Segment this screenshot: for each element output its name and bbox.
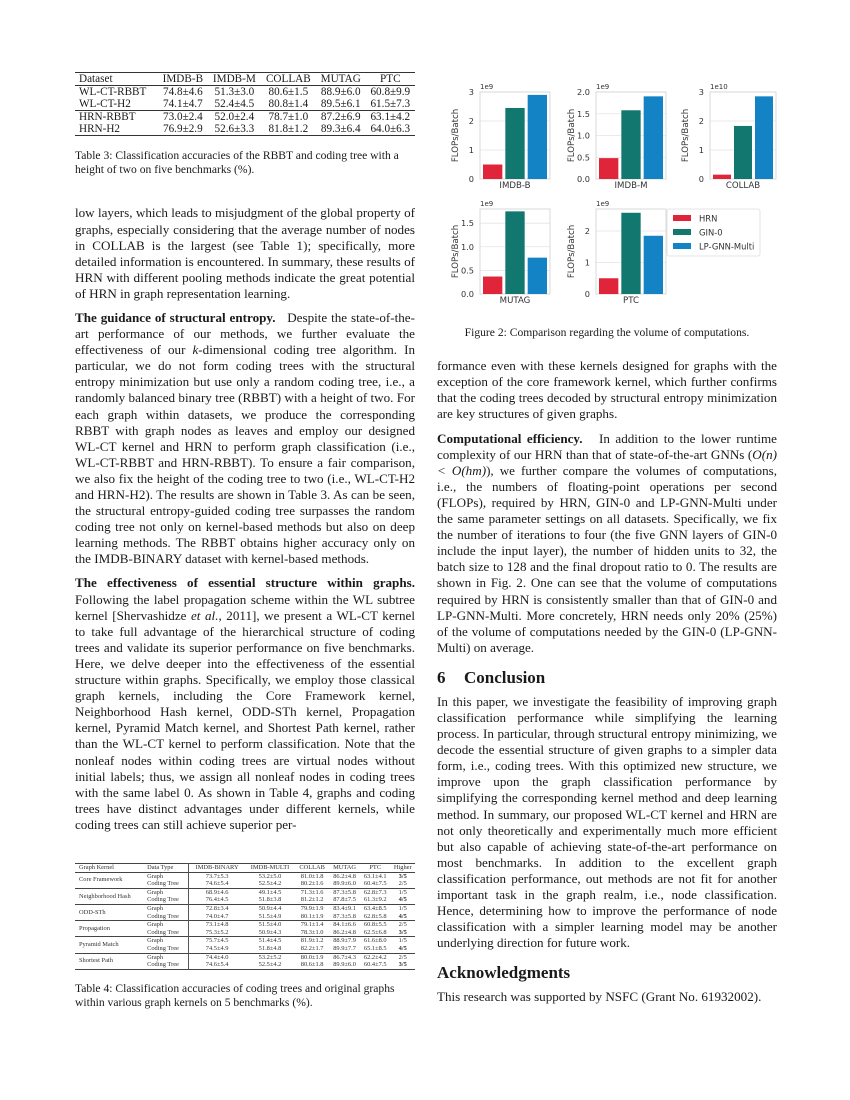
y-tick-label: 1.5: [576, 108, 590, 119]
table-3-cell: 61.5±7.3: [370, 98, 411, 110]
table-4-cell: 68.9±4.6: [205, 888, 229, 896]
y-tick-label: 2: [584, 226, 590, 237]
y-tick-label: 1: [698, 145, 704, 155]
paragraph-heading: The effectiveness of essential structure within graphs.: [75, 575, 415, 591]
paragraph-text: -dimensional coding tree algorithm. In particular, we do not form coding trees with the structural entropy minimization but use only a random coding tree, i.e., a randomly balanced binary tree (RBBT) with a height of two. For each graph within datasets, we produce the corresponding RBBT with graph nodes as leaves and employ our designed WL-CT kernel and HRN to perform graph classification (i.e., WL-CT-RBBT and HRN-RBBT). To ensure a fair comparison, we also fix the height of the coding tree to two (i.e., WL-CT-H2 and HRN-H2). The results are shown in Table 3. As can be seen, the structural entropy-guided coding tree surpasses the random coding tree not only on kernel-based methods but also on deep learning methods. The RBBT obtains higher accuracy only on the IMDB-BINARY dataset with kernel-based methods.: [75, 342, 415, 567]
table-4-cell: 51.8±4.8: [258, 944, 282, 952]
table-4-cell: 81.2±1.2: [300, 896, 324, 904]
table-4-row: [75, 904, 415, 912]
y-tick-label: 1: [584, 257, 590, 268]
table-3-cell: 52.0±2.4: [214, 111, 255, 123]
table-3-cell: 74.8±4.6: [162, 86, 203, 98]
table-3-cell: 80.8±1.4: [268, 98, 309, 110]
table-4-higher-count: 4/5: [398, 912, 407, 920]
right-column: [437, 72, 777, 1005]
table-4-cell: 62.5±6.8: [363, 928, 387, 936]
table-4-cell: 87.8±7.5: [333, 896, 356, 904]
math-k: k: [192, 342, 199, 358]
table-3-cell: 52.4±4.5: [214, 98, 255, 110]
paragraph-kernel-performance: formance even with these kernels designed for graphs with the exception of the core framework kernel, which further confirms that the coding trees decoded by structural entropy minimization are key structures of given graphs.: [437, 358, 777, 422]
table-4-cell: 50.9±4.3: [258, 928, 282, 936]
table-4-row: [75, 921, 415, 929]
legend-label: GIN-0: [699, 227, 723, 238]
table-4-cell: 81.0±1.8: [300, 872, 324, 880]
bar-hrn: [483, 165, 502, 180]
legend-swatch-gin-0: [673, 229, 691, 235]
paragraph-text: Despite the state-of-the-art performance of our methods, we further evaluate the effectiveness of our: [75, 309, 415, 358]
table-4-data-type: Coding Tree: [145, 929, 189, 937]
citation-etal: et al.: [191, 607, 219, 623]
table-3-header: [75, 73, 415, 86]
table-4-data-type: Graph: [145, 888, 189, 896]
bar-lp-gnn-multi: [644, 96, 663, 179]
legend-swatch-hrn: [673, 215, 691, 221]
section-number: 6: [437, 667, 446, 687]
table-4-col-header: IMDB-MULTI: [250, 863, 290, 871]
y-tick-label: 0.5: [576, 152, 590, 163]
y-tick-label: 1.0: [576, 130, 590, 141]
table-4-cell: 75.3±5.2: [205, 928, 229, 936]
axis-exponent-label: 1e9: [596, 200, 610, 208]
bar-gin-0: [505, 108, 524, 179]
table-4-data-type: Coding Tree: [145, 913, 189, 921]
table-4-kernel-name: Core Framework: [79, 876, 123, 884]
table-4-cell: 80.6±1.8: [300, 961, 324, 969]
table-3-col-header: COLLAB: [265, 73, 311, 85]
table-3-cell: 87.2±6.9: [320, 111, 361, 123]
y-tick-label: 0.5: [460, 265, 474, 276]
chart-panel-collab: [681, 83, 776, 191]
table-4-cell: 81.9±1.2: [300, 937, 324, 945]
table-4: [75, 863, 415, 970]
table-4-caption: Table 4: Classification accuracies of coding trees and original graphs within various graph kernels on 5 benchmarks (%).: [75, 981, 395, 1009]
x-category-label: IMDB-M: [614, 181, 648, 191]
table-4-cell: 78.3±1.0: [300, 928, 324, 936]
table-4-higher-count: 3/5: [398, 928, 407, 936]
table-4-header: [75, 863, 415, 872]
table-4-cell: 52.5±4.2: [258, 880, 282, 888]
axis-exponent-label: 1e10: [710, 83, 728, 91]
math-complexity: O(n) < O(hm): [437, 446, 777, 478]
table-3-cell: 51.3±3.0: [214, 86, 255, 98]
legend-label: LP-GNN-Multi: [699, 241, 755, 252]
table-4-cell: 89.9±7.7: [333, 944, 356, 952]
table-4-cell: 73.1±4.8: [205, 921, 229, 929]
y-tick-label: 1.5: [460, 218, 474, 229]
table-4-col-header: IMDB-BINARY: [195, 863, 239, 871]
legend-swatch-lp-gnn-multi: [673, 243, 691, 249]
y-tick-label: 0: [468, 174, 474, 184]
x-category-label: COLLAB: [725, 181, 761, 191]
paragraph-text: ), we further compare the volumes of computations, i.e., the numbers of floating-point operations per second (FLOPs), required by HRN, GIN-0 and LP-GNN-Multi under the same parameter settings on all datasets. Specifically, we fix the number of iterations to four (the five GNN layers of GIN-0 include the input layer), the number of hidden units to 32, the batch size to 128 and the final dropout ratio to 0. The results are shown in Fig. 2. One can see that the volume of computations required by HRN is consistently smaller than that of GIN-0 and LP-GNN-Multi. More concretely, HRN needs only 20% (25%) of the volume of computations needed by the GIN-0 (LP-GNN-Multi) on average.: [437, 462, 777, 655]
table-4-cell: 63.4±8.5: [363, 904, 387, 912]
table-4-higher-count: 4/5: [398, 944, 407, 952]
table-4-higher-count: 3/5: [398, 961, 407, 969]
legend-label: HRN: [699, 213, 718, 224]
table-3-row: [75, 86, 415, 99]
table-4-cell: 62.8±7.3: [363, 888, 387, 896]
table-4-cell: 89.9±6.0: [333, 961, 356, 969]
table-4-higher-count: 1/5: [398, 904, 407, 912]
y-tick-label: 2: [468, 116, 474, 126]
x-category-label: IMDB-B: [499, 181, 531, 191]
paragraph-text: Following the label propagation scheme within the WL subtree kernel [Shervashidze: [75, 591, 415, 623]
table-3-col-header: MUTAG: [320, 73, 361, 85]
paragraph-text: , 2011], we present a WL-CT kernel to take full advantage of the hierarchical structure of coding trees and validate its superior performance on five benchmarks. Here, we delve deeper into the effectiveness of the essential structure within graphs. Specifically, we employ those classical graph kernels, including the Core Framework kernel, Neighborhood Hash kernel, ODD-STh kernel, Propagation kernel, Pyramid Match kernel, and Shortest Path kernel, rather than the WL-CT kernel to perform classification. Note that the nonleaf nodes within coding trees are virtual nodes without initial labels; thus, we assign all nonleaf nodes in coding trees with the same label 0. As shown in Table 4, graphs and coding trees have distinct advantages under different kernels, while coding trees can still achieve superior per-: [75, 607, 415, 832]
table-4-cell: 80.2±1.6: [300, 880, 324, 888]
chart-legend: [667, 209, 760, 256]
bar-lp-gnn-multi: [528, 258, 547, 294]
table-3-row: [75, 111, 415, 124]
table-3-cell: 89.3±6.4: [320, 123, 361, 135]
table-4-cell: 51.4±4.5: [258, 937, 282, 945]
x-category-label: MUTAG: [499, 296, 531, 306]
table-4-higher-count: 2/5: [398, 921, 407, 929]
table-4-cell: 79.9±1.9: [300, 904, 324, 912]
table-4-higher-count: 2/5: [398, 880, 407, 888]
table-4-cell: 50.9±4.4: [258, 904, 282, 912]
left-column: [75, 72, 415, 1010]
table-4-higher-count: 3/5: [398, 872, 407, 880]
chart-panel-imdb-m: [567, 83, 666, 191]
table-4-cell: 83.4±9.1: [333, 904, 356, 912]
bar-gin-0: [734, 126, 752, 179]
y-tick-label: 1.0: [460, 241, 474, 252]
table-4-cell: 74.4±4.0: [205, 953, 229, 961]
table-4-cell: 60.4±7.5: [363, 880, 387, 888]
y-tick-label: 2.0: [576, 87, 590, 97]
table-3-col-header: IMDB-M: [212, 73, 256, 85]
paragraph-structural-entropy: [75, 310, 415, 568]
table-4-kernel-name: ODD-STh: [79, 908, 106, 916]
paragraph-essential-structure: [75, 575, 415, 833]
table-4-cell: 74.0±4.7: [205, 912, 229, 920]
table-4-kernel-name: Propagation: [79, 924, 110, 932]
paragraph-text: In addition to the lower runtime complexity of our HRN than that of state-of-the-art GNNs (: [437, 430, 777, 462]
table-4-cell: 52.5±4.2: [258, 961, 282, 969]
y-tick-label: 0.0: [460, 289, 474, 299]
table-4-data-type: Graph: [145, 953, 189, 961]
table-4-col-header: Data Type: [145, 863, 189, 872]
table-4-cell: 79.1±1.4: [300, 921, 324, 929]
table-4-row: [75, 872, 415, 880]
table-4-cell: 74.5±4.9: [205, 944, 229, 952]
table-4-cell: 60.4±7.5: [363, 961, 387, 969]
table-4-data-type: Coding Tree: [145, 880, 189, 888]
section-heading-conclusion: [437, 668, 777, 688]
table-4-kernel-name: Neighborhood Hash: [79, 892, 131, 900]
table-3: [75, 72, 415, 136]
table-4-cell: 75.7±4.5: [205, 937, 229, 945]
table-4-kernel-name: Shortest Path: [79, 957, 113, 965]
table-3-row-label: WL-CT-H2: [79, 98, 131, 110]
table-3-cell: 88.9±6.0: [320, 86, 361, 98]
table-4-row: [75, 888, 415, 896]
table-4-cell: 63.1±4.1: [363, 872, 387, 880]
table-4-cell: 61.3±9.2: [363, 896, 387, 904]
bar-lp-gnn-multi: [644, 236, 663, 294]
paragraph-heading: The guidance of structural entropy.: [75, 309, 276, 325]
table-4-row: [75, 937, 415, 945]
table-3-caption: Table 3: Classification accuracies of the RBBT and coding tree with a height of two on five benchmarks (%).: [75, 149, 399, 177]
bar-gin-0: [505, 211, 524, 294]
y-tick-label: 3: [698, 87, 704, 97]
table-3-col-header: Dataset: [79, 73, 113, 85]
table-4-col-header: MUTAG: [333, 863, 357, 871]
table-4-cell: 86.2±4.8: [333, 928, 356, 936]
chart-panel-ptc: [567, 200, 666, 306]
table-3-row: [75, 98, 415, 111]
y-tick-label: 0: [584, 289, 590, 299]
table-4-cell: 51.5±4.0: [258, 921, 282, 929]
bar-hrn: [713, 175, 731, 179]
y-tick-label: 0: [698, 174, 704, 184]
table-4-cell: 61.6±8.0: [363, 937, 387, 945]
table-3-row-label: HRN-RBBT: [79, 111, 136, 123]
table-4-cell: 80.1±1.9: [300, 912, 324, 920]
figure-2: [437, 72, 782, 312]
table-4-cell: 51.8±3.8: [258, 896, 282, 904]
table-4-data-type: Graph: [145, 937, 189, 945]
table-3-cell: 74.1±4.7: [162, 98, 203, 110]
section-heading-acknowledgments: Acknowledgments: [437, 963, 571, 983]
table-4-data-type: Coding Tree: [145, 896, 189, 904]
paragraph-heading: Computational efficiency.: [437, 430, 583, 446]
table-3-cell: 63.1±4.2: [370, 111, 411, 123]
table-3-cell: 81.8±1.2: [268, 123, 309, 135]
table-4-cell: 62.8±5.8: [363, 912, 387, 920]
section-title: Conclusion: [464, 667, 546, 687]
table-4-data-type: Graph: [145, 872, 189, 880]
bar-hrn: [599, 158, 618, 179]
table-4-higher-count: 4/5: [398, 896, 407, 904]
table-4-cell: 89.9±6.0: [333, 880, 356, 888]
bar-lp-gnn-multi: [755, 96, 773, 179]
table-4-higher-count: 1/5: [398, 937, 407, 945]
bar-hrn: [599, 278, 618, 294]
table-4-cell: 80.0±1.9: [300, 953, 324, 961]
table-4-col-header: PTC: [369, 863, 382, 871]
paragraph-conclusion: In this paper, we investigate the feasibility of improving graph classification performance while simplifying the learning process. In particular, through structural entropy minimizing, we decode the essential structure of given graphs to a simpler data form, i.e., coding trees. With this optimized new structure, we improve upon the graph classification performance by simplifying the corresponding kernel method and deep learning method. In summary, our proposed WL-CT kernel and HRN are not only theoretically and experimentally much more efficient but also capable of achieving state-of-the-art performance on most benchmarks. In addition to the excellent graph classification performance, out methods are not fit for another important task in the graph realm, i.e., node classification. Hence, determining how to improve the performance of node classification with a simpler learning model may be another underlying direction for future work.: [437, 693, 777, 951]
table-4-cell: 74.6±5.4: [205, 880, 229, 888]
table-4-cell: 53.2±5.0: [258, 872, 282, 880]
table-3-cell: 76.9±2.9: [162, 123, 203, 135]
bar-lp-gnn-multi: [528, 95, 547, 179]
y-tick-label: 3: [468, 87, 474, 97]
table-4-cell: 49.1±4.5: [258, 888, 282, 896]
table-4-cell: 51.5±4.9: [258, 912, 282, 920]
table-4-data-type: Graph: [145, 921, 189, 929]
table-3-col-header: PTC: [380, 73, 401, 85]
table-3-row-label: WL-CT-RBBT: [79, 86, 147, 98]
table-4-cell: 87.3±5.8: [333, 912, 356, 920]
table-3-cell: 52.6±3.3: [214, 123, 255, 135]
y-axis-label: FLOPs/Batch: [681, 108, 691, 163]
bar-gin-0: [621, 213, 640, 294]
table-4-col-header: Graph Kernel: [79, 863, 114, 871]
y-tick-label: 2: [698, 116, 704, 126]
table-4-data-type: Coding Tree: [145, 961, 189, 969]
table-3-cell: 60.8±9.9: [370, 86, 411, 98]
chart-panel-mutag: [451, 200, 550, 306]
table-3-cell: 80.6±1.5: [268, 86, 309, 98]
table-3-cell: 78.7±1.0: [268, 111, 309, 123]
y-axis-label: FLOPs/Batch: [451, 224, 461, 279]
table-4-data-type: Coding Tree: [145, 945, 189, 953]
table-4-row: [75, 953, 415, 961]
table-4-cell: 74.6±5.4: [205, 961, 229, 969]
y-tick-label: 1: [468, 145, 474, 155]
table-4-higher-count: 1/5: [398, 888, 407, 896]
table-4-cell: 86.2±4.8: [333, 872, 356, 880]
x-category-label: PTC: [623, 296, 639, 306]
table-4-cell: 86.7±4.3: [333, 953, 356, 961]
figure-2-chart: [437, 72, 782, 312]
table-4-cell: 65.1±8.5: [363, 944, 387, 952]
table-4-cell: 82.2±1.7: [300, 944, 324, 952]
table-4-cell: 88.9±7.9: [333, 937, 356, 945]
y-axis-label: FLOPs/Batch: [451, 108, 461, 163]
table-4-col-header: Higher: [393, 863, 412, 871]
table-3-col-header: IMDB-B: [162, 73, 204, 85]
table-3-row: [75, 123, 415, 136]
y-axis-label: FLOPs/Batch: [567, 108, 577, 163]
paragraph-pooling-summary: low layers, which leads to misjudgment of the global property of graphs, especially considering that the average number of nodes in COLLAB is the largest (see Table 1); specifically, more detailed information is encountered. In summary, these results of HRN with different pooling methods indicate the great potential of HRN in graph representation learning.: [75, 205, 415, 301]
axis-exponent-label: 1e9: [480, 200, 494, 208]
table-4-cell: 62.2±4.2: [363, 953, 387, 961]
bar-gin-0: [621, 110, 640, 179]
chart-panel-imdb-b: [451, 83, 550, 191]
table-4-cell: 73.7±5.3: [205, 872, 229, 880]
table-3-row-label: HRN-H2: [79, 123, 121, 135]
table-4-cell: 72.8±3.4: [205, 904, 229, 912]
bar-hrn: [483, 277, 502, 294]
paragraph-computational-efficiency: [437, 431, 777, 656]
axis-exponent-label: 1e9: [480, 83, 494, 91]
table-4-col-header: COLLAB: [299, 863, 325, 871]
table-4-cell: 53.2±5.2: [258, 953, 282, 961]
table-4-kernel-name: Pyramid Match: [79, 941, 119, 949]
table-3-cell: 89.5±6.1: [320, 98, 361, 110]
axis-exponent-label: 1e9: [596, 83, 610, 91]
y-tick-label: 0.0: [576, 174, 590, 184]
table-4-cell: 84.1±6.6: [333, 921, 356, 929]
table-4-cell: 76.4±4.5: [205, 896, 229, 904]
table-3-cell: 64.0±6.3: [370, 123, 411, 135]
table-4-cell: 71.3±1.6: [300, 888, 324, 896]
figure-2-caption: Figure 2: Comparison regarding the volume of computations.: [464, 326, 750, 339]
table-4-higher-count: 2/5: [398, 953, 407, 961]
table-4-cell: 60.8±5.5: [363, 921, 387, 929]
paragraph-acknowledgments: This research was supported by NSFC (Grant No. 61932002).: [437, 989, 762, 1005]
table-4-data-type: Graph: [145, 904, 189, 912]
table-4-cell: 87.3±5.8: [333, 888, 356, 896]
y-axis-label: FLOPs/Batch: [567, 224, 577, 279]
table-3-cell: 73.0±2.4: [162, 111, 203, 123]
